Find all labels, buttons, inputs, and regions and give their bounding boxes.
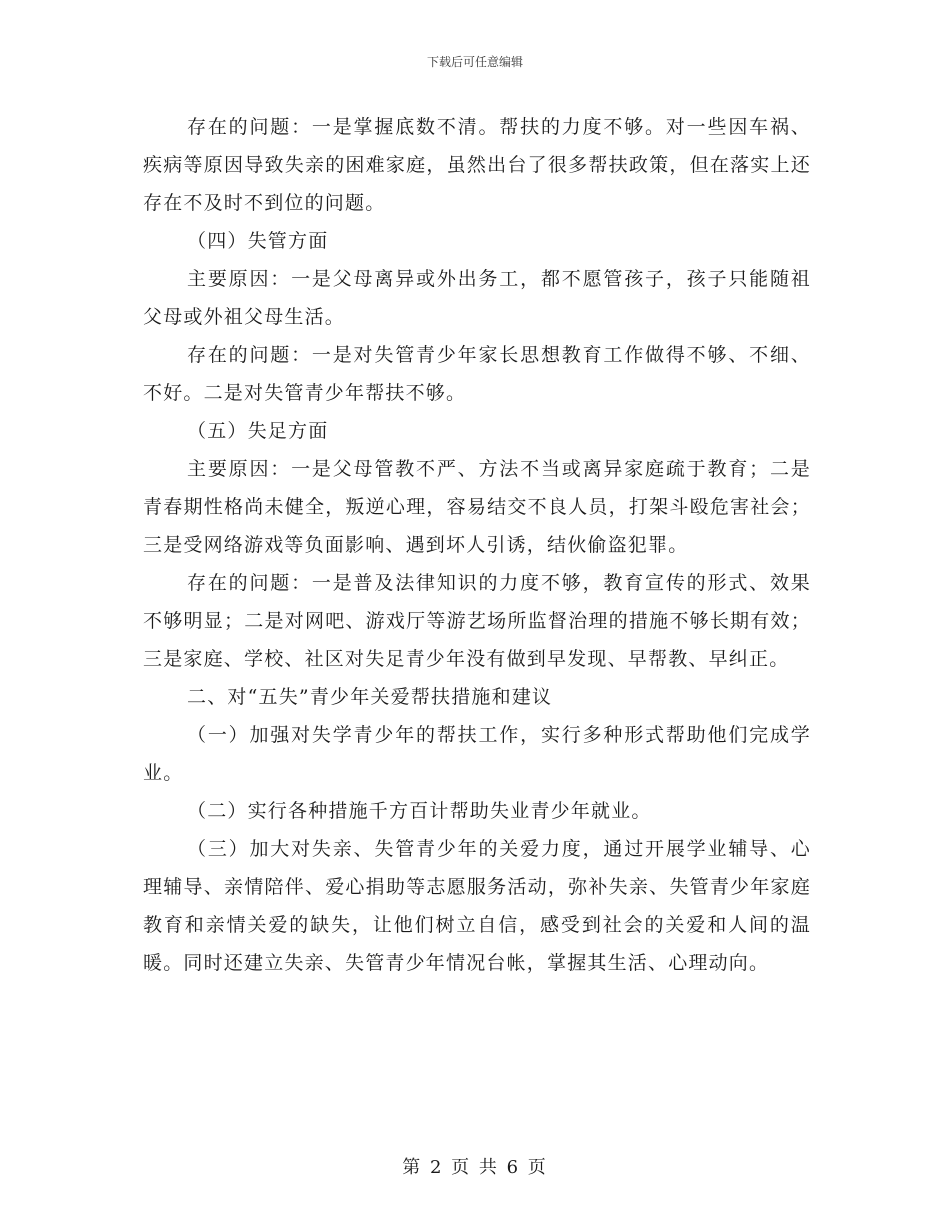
paragraph-measure-1: （一）加强对失学青少年的帮扶工作，实行多种形式帮助他们完成学业。 bbox=[143, 724, 811, 784]
paragraph-measure-3: （三）加大对失亲、失管青少年的关爱力度，通过开展学业辅导、心理辅导、亲情陪伴、爱心捐助等志愿服务活动，弥补失亲、失管青少年家庭教育和亲情关爱的缺失，让他们树立自信，感受到社会的关爱和人间的温暖。同时还建立失亲、失管青少年情况台帐，掌握其生活、心理动向。 bbox=[143, 838, 811, 974]
section-heading-delinquency: （五）失足方面 bbox=[187, 420, 329, 442]
paragraph-causes-delinquency: 主要原因：一是父母管教不严、方法不当或离异家庭疏于教育；二是青春期性格尚未健全，叛逆心理，容易结交不良人员，打架斗殴危害社会；三是受网络游戏等负面影响、遇到坏人引诱，结伙偷盗犯罪。 bbox=[143, 458, 811, 556]
section-heading-neglect: （四）失管方面 bbox=[187, 230, 329, 252]
paragraph-causes-neglect: 主要原因：一是父母离异或外出务工，都不愿管孩子，孩子只能随祖父母或外祖父母生活。 bbox=[143, 268, 811, 328]
paragraph-problems-neglect: 存在的问题：一是对失管青少年家长思想教育工作做得不够、不细、不好。二是对失管青少年帮扶不够。 bbox=[143, 344, 811, 404]
paragraph-problems-lost-family: 存在的问题：一是掌握底数不清。帮扶的力度不够。对一些因车祸、疾病等原因导致失亲的困难家庭，虽然出台了很多帮扶政策，但在落实上还存在不及时不到位的问题。 bbox=[143, 116, 811, 214]
page-header: 下载后可任意编辑 bbox=[426, 55, 523, 69]
section-heading-measures: 二、对“五失”青少年关爱帮扶措施和建议 bbox=[187, 686, 553, 708]
document-body bbox=[143, 108, 811, 982]
paragraph-problems-delinquency: 存在的问题：一是普及法律知识的力度不够，教育宣传的形式、效果不够明显；二是对网吧、游戏厅等游艺场所监督治理的措施不够长期有效；三是家庭、学校、社区对失足青少年没有做到早发现、早帮教、早纠正。 bbox=[143, 572, 811, 670]
paragraph-measure-2: （二）实行各种措施千方百计帮助失业青少年就业。 bbox=[187, 800, 652, 822]
page-footer: 第 2 页 共 6 页 bbox=[402, 1157, 548, 1178]
